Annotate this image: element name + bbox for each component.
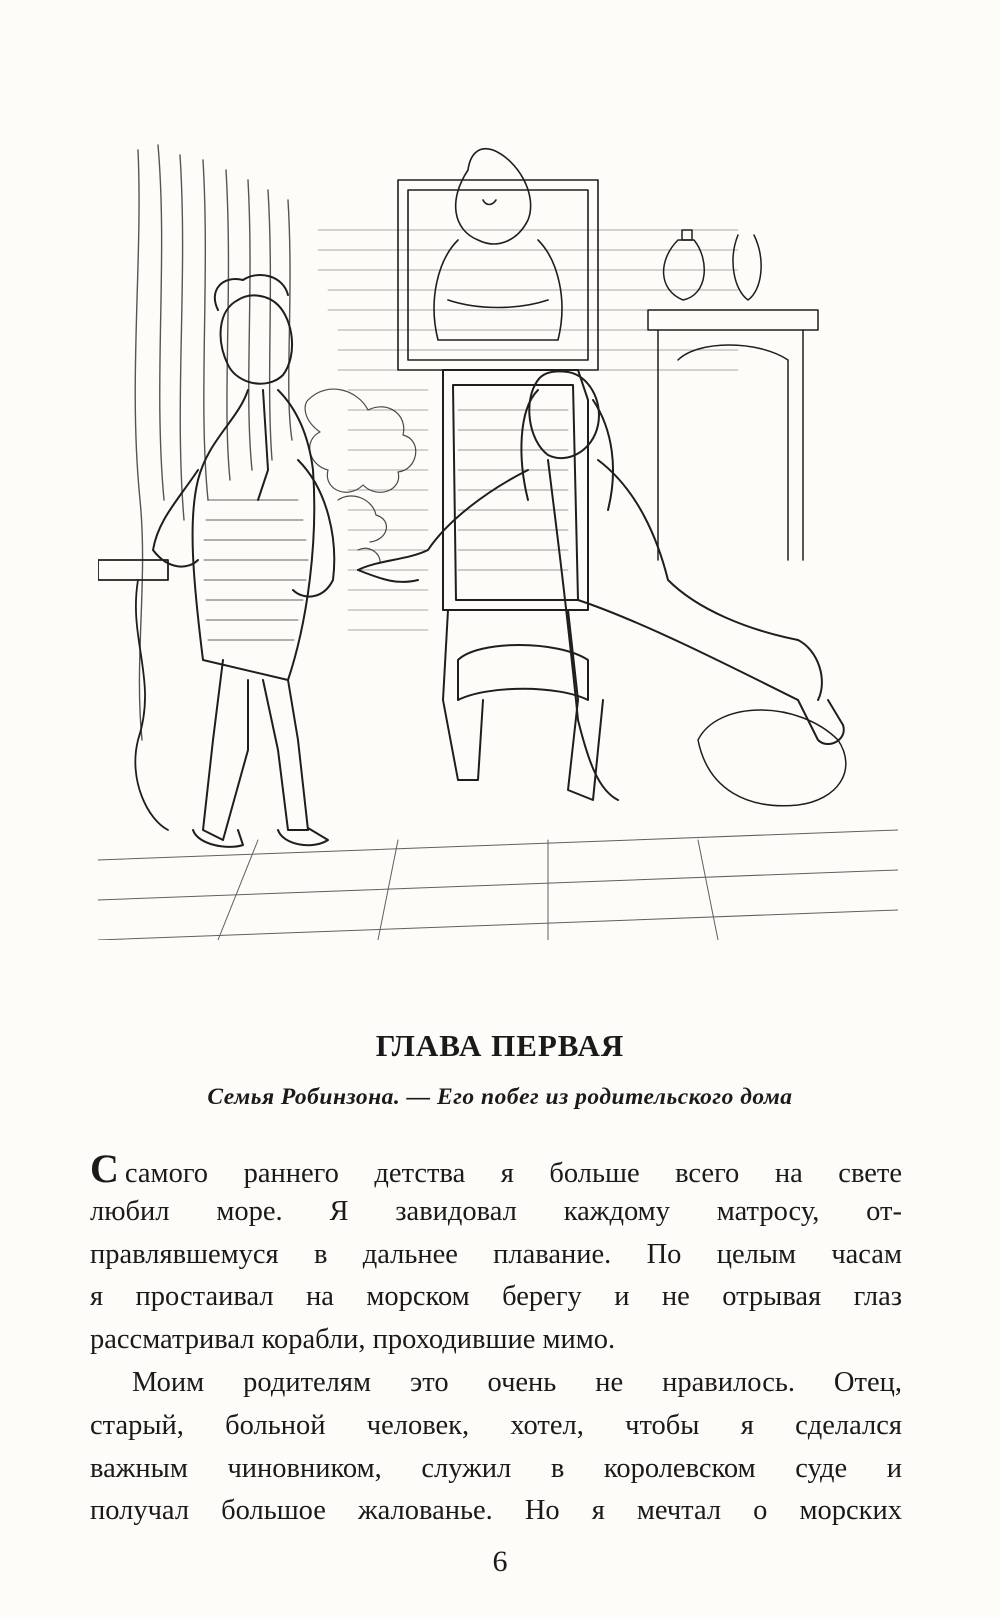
text-line: важным чиновником, служил в королевском суде и xyxy=(90,1452,902,1484)
text-line: получал большое жалованье. Но я мечтал о морских xyxy=(90,1495,902,1527)
text-line: Моим родителям это очень не нравилось. Отец, xyxy=(132,1366,902,1398)
chapter-title: ГЛАВА ПЕРВАЯ xyxy=(375,1028,625,1063)
text-line: правлявшемуся в дальнее плавание. По целым часам xyxy=(90,1238,902,1270)
body-text xyxy=(90,1148,902,1533)
text-line: я простаивал на морском берегу и не отрывая глаз xyxy=(90,1281,902,1313)
text-line: любил море. Я завидовал каждому матросу, от- xyxy=(90,1195,902,1227)
engraving-icon xyxy=(98,140,898,940)
text-line: рассматривал корабли, проходившие мимо. xyxy=(90,1324,616,1356)
text-line: С самого раннего детства я больше всего на свете xyxy=(90,1146,902,1191)
dropcap: С xyxy=(90,1146,119,1191)
chapter-illustration xyxy=(98,140,898,940)
chapter-subtitle: Семья Робинзона. — Его побег из родительского дома xyxy=(207,1084,793,1110)
page-number: 6 xyxy=(492,1545,508,1578)
text-line: старый, больной человек, хотел, чтобы я сделался xyxy=(90,1409,902,1441)
